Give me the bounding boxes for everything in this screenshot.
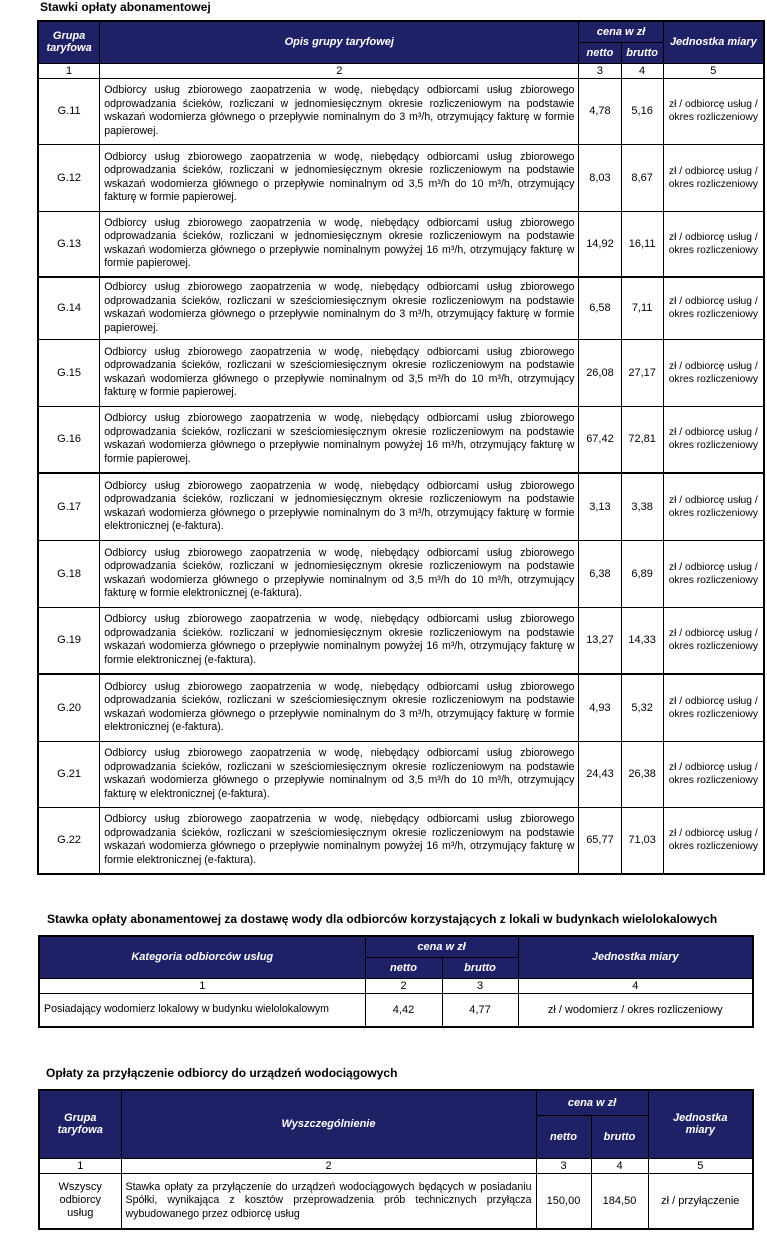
table-row (39, 1173, 753, 1229)
table-row (38, 741, 764, 807)
desc-cell: Odbiorcy usług zbiorowego zaopatrzenia w wodę, niebędący odbiorcami usług zbiorowego odprowadzania ścieków, rozliczani w sześciomiesięcznym okresie rozliczeniowym na podstawie wskazań wodomierza głównego o przepływie nominalnym do 3 m³/h, otrzymujący fakturę w formie papierowej. (100, 277, 579, 339)
table-row (38, 277, 764, 339)
group-cell: G.20 (38, 674, 100, 741)
unit-cell: zł / wodomierz / okres rozliczeniowy (518, 993, 753, 1027)
header-price: cena w zł (579, 21, 663, 42)
header-unit: Jednostka miary (648, 1090, 753, 1158)
netto-cell: 65,77 (579, 807, 621, 874)
group-cell: G.11 (38, 78, 100, 144)
unit-cell: zł / odbiorcę usług / okres rozliczeniowy (663, 607, 764, 674)
brutto-cell: 184,50 (591, 1173, 648, 1229)
group-cell: G.16 (38, 406, 100, 473)
desc-cell: Odbiorcy usług zbiorowego zaopatrzenia w wodę, niebędący odbiorcami usług zbiorowego odprowadzania ścieków. rozliczani w jednomiesięcznym okresie rozliczeniowym na podstawie wskazań wodomierza głównego o przepływie nominalnym powyżej 16 m³/h, otrzymujący fakturę w formie elektronicznej (e-faktura). (100, 607, 579, 674)
unit-cell: zł / przyłączenie (648, 1173, 753, 1229)
brutto-cell: 5,32 (621, 674, 663, 741)
unit-cell: zł / odbiorcę usług / okres rozliczeniowy (663, 277, 764, 339)
index-row (38, 63, 764, 78)
index-cell: 5 (663, 63, 764, 78)
unit-cell: zł / odbiorcę usług / okres rozliczeniowy (663, 211, 764, 277)
header-netto: netto (579, 42, 621, 63)
unit-cell: zł / odbiorcę usług / okres rozliczeniowy (663, 144, 764, 211)
group-cell: G.14 (38, 277, 100, 339)
index-cell: 3 (442, 978, 518, 993)
header-price: cena w zł (365, 936, 518, 957)
desc-cell: Odbiorcy usług zbiorowego zaopatrzenia w wodę, niebędący odbiorcami usług zbiorowego odprowadzania ścieków, rozliczani w sześciomiesięcznym okresie rozliczeniowym na podstawie wskazań wodomierza głównego o przepływie nominalnym od 3,5 m³/h do 10 m³/h, otrzymujący fakturę w elektronicznej (e-faktura). (100, 741, 579, 807)
table-row (38, 540, 764, 607)
section2-title: Stawka opłaty abonamentowej za dostawę wody dla odbiorców korzystających z lokali w budynkach wielolokalowych (47, 912, 718, 926)
unit-cell: zł / odbiorcę usług / okres rozliczeniowy (663, 78, 764, 144)
group-cell: G.21 (38, 741, 100, 807)
unit-cell: zł / odbiorcę usług / okres rozliczeniowy (663, 807, 764, 874)
multi-unit-table (38, 935, 754, 1028)
table-row (38, 144, 764, 211)
index-cell: 2 (121, 1158, 536, 1173)
netto-cell: 8,03 (579, 144, 621, 211)
desc-cell: Odbiorcy usług zbiorowego zaopatrzenia w wodę, niebędący odbiorcami usług zbiorowego odprowadzania ścieków, rozliczani w sześciomiesięcznym okresie rozliczeniowym na podstawie wskazań wodomierza głównego o przepływie nominalnym od 3,5 m³/h do 10 m³/h, otrzymujący fakturę w formie papierowej. (100, 339, 579, 406)
header-netto: netto (365, 957, 442, 978)
group-cell: Wszyscy odbiorcy usług (39, 1173, 121, 1229)
table-row (38, 406, 764, 473)
group-cell: G.12 (38, 144, 100, 211)
group-cell: G.18 (38, 540, 100, 607)
table-row (39, 993, 753, 1027)
netto-cell: 4,93 (579, 674, 621, 741)
desc-cell: Odbiorcy usług zbiorowego zaopatrzenia w wodę, niebędący odbiorcami usług zbiorowego odprowadzania ścieków, rozliczani w sześciomiesięcznym okresie rozliczeniowym na podstawie wskazań wodomierza głównego o przepływie nominalnym powyżej 16 m³/h, otrzymujący fakturę w formie papierowej. (100, 406, 579, 473)
netto-cell: 6,58 (579, 277, 621, 339)
index-cell: 5 (648, 1158, 753, 1173)
table-row (38, 607, 764, 674)
netto-cell: 67,42 (579, 406, 621, 473)
netto-cell: 14,92 (579, 211, 621, 277)
brutto-cell: 5,16 (621, 78, 663, 144)
desc-cell: Stawka opłaty za przyłączenie do urządzeń wodociągowych będących w posiadaniu Spółki, wynikająca z kosztów przeprowadzenia prób technicznych przyłącza wybudowanego przez odbiorcę usług (121, 1173, 536, 1229)
index-cell: 4 (621, 63, 663, 78)
netto-cell: 24,43 (579, 741, 621, 807)
header-desc: Wyszczególnienie (121, 1090, 536, 1158)
netto-cell: 150,00 (536, 1173, 591, 1229)
index-cell: 2 (100, 63, 579, 78)
group-cell: G.19 (38, 607, 100, 674)
desc-cell: Odbiorcy usług zbiorowego zaopatrzenia w wodę, niebędący odbiorcami usług zbiorowego odprowadzania ścieków, rozliczani w jednomiesięcznym okresie rozliczeniowym na podstawie wskazań wodomierza głównego o przepływie nominalnym do 3 m³/h, otrzymujący fakturę w formie elektronicznej (e-faktura). (100, 473, 579, 540)
brutto-cell: 3,38 (621, 473, 663, 540)
table-row (38, 78, 764, 144)
header-brutto: brutto (442, 957, 518, 978)
table-row (38, 211, 764, 277)
desc-cell: Odbiorcy usług zbiorowego zaopatrzenia w wodę, niebędący odbiorcami usług zbiorowego odprowadzania ścieków, rozliczani w sześciomiesięcznym okresie rozliczeniowym na podstawie wskazań wodomierza głównego o przepływie nominalnym do 3 m³/h, otrzymujący fakturę w formie elektronicznej (e-faktura). (100, 674, 579, 741)
index-cell: 3 (536, 1158, 591, 1173)
connection-table (38, 1089, 754, 1230)
brutto-cell: 71,03 (621, 807, 663, 874)
index-row (39, 1158, 753, 1173)
index-cell: 2 (365, 978, 442, 993)
table-row (38, 339, 764, 406)
netto-cell: 4,78 (579, 78, 621, 144)
unit-cell: zł / odbiorcę usług / okres rozliczeniowy (663, 674, 764, 741)
table-row (38, 674, 764, 741)
unit-cell: zł / odbiorcę usług / okres rozliczeniowy (663, 741, 764, 807)
index-cell: 1 (38, 63, 100, 78)
brutto-cell: 8,67 (621, 144, 663, 211)
netto-cell: 6,38 (579, 540, 621, 607)
netto-cell: 13,27 (579, 607, 621, 674)
desc-cell: Odbiorcy usług zbiorowego zaopatrzenia w wodę, niebędący odbiorcami usług zbiorowego odprowadzania ścieków, rozliczani w jednomiesięcznym okresie rozliczeniowym na podstawie wskazań wodomierza głównego o przepływie nominalnym powyżej 16 m³/h, otrzymujący fakturę w formie papierowej. (100, 211, 579, 277)
brutto-cell: 14,33 (621, 607, 663, 674)
unit-cell: zł / odbiorcę usług / okres rozliczeniowy (663, 406, 764, 473)
header-brutto: brutto (591, 1115, 648, 1158)
tariff-table (37, 20, 765, 875)
index-cell: 4 (591, 1158, 648, 1173)
brutto-cell: 27,17 (621, 339, 663, 406)
header-group: Grupa taryfowa (39, 1090, 121, 1158)
group-cell: G.17 (38, 473, 100, 540)
index-cell: 4 (518, 978, 753, 993)
header-desc: Opis grupy taryfowej (100, 21, 579, 63)
category-cell: Posiadający wodomierz lokalowy w budynku wielolokalowym (39, 993, 365, 1027)
desc-cell: Odbiorcy usług zbiorowego zaopatrzenia w wodę, niebędący odbiorcami usług zbiorowego odprowadzania ścieków, rozliczani w sześciomiesięcznym okresie rozliczeniowym na podstawie wskazań wodomierza głównego o przepływie nominalnym powyżej 16 m³/h, otrzymujący fakturę w formie elektronicznej (e-faktura). (100, 807, 579, 874)
section3-title: Opłaty za przyłączenie odbiorcy do urządzeń wodociągowych (46, 1066, 398, 1080)
group-cell: G.22 (38, 807, 100, 874)
brutto-cell: 4,77 (442, 993, 518, 1027)
brutto-cell: 72,81 (621, 406, 663, 473)
desc-cell: Odbiorcy usług zbiorowego zaopatrzenia w wodę, niebędący odbiorcami usług zbiorowego odprowadzania ścieków, rozliczani w jednomiesięcznym okresie rozliczeniowym na podstawie wskazań wodomierza głównego o przepływie nominalnym do 3 m³/h, otrzymujący fakturę w formie papierowej. (100, 78, 579, 144)
desc-cell: Odbiorcy usług zbiorowego zaopatrzenia w wodę, niebędący odbiorcami usług zbiorowego odprowadzania ścieków, rozliczani w jednomiesięcznym okresie rozliczeniowym na podstawie wskazań wodomierza głównego o przepływie nominalnym od 3,5 m³/h do 10 m³/h, otrzymujący fakturę w formie elektronicznej (e-faktura). (100, 540, 579, 607)
group-cell: G.13 (38, 211, 100, 277)
index-cell: 1 (39, 978, 365, 993)
header-price: cena w zł (536, 1090, 648, 1115)
header-brutto: brutto (621, 42, 663, 63)
header-category: Kategoria odbiorców usług (39, 936, 365, 978)
index-cell: 3 (579, 63, 621, 78)
brutto-cell: 26,38 (621, 741, 663, 807)
netto-cell: 4,42 (365, 993, 442, 1027)
table-row (38, 473, 764, 540)
brutto-cell: 6,89 (621, 540, 663, 607)
header-group: Grupa taryfowa (38, 21, 100, 63)
section1-title: Stawki opłaty abonamentowej (40, 0, 211, 14)
unit-cell: zł / odbiorcę usług / okres rozliczeniowy (663, 540, 764, 607)
group-cell: G.15 (38, 339, 100, 406)
index-row (39, 978, 753, 993)
table-row (38, 807, 764, 874)
netto-cell: 3,13 (579, 473, 621, 540)
header-unit: Jednostka miary (518, 936, 753, 978)
brutto-cell: 16,11 (621, 211, 663, 277)
desc-cell: Odbiorcy usług zbiorowego zaopatrzenia w wodę, niebędący odbiorcami usług zbiorowego odprowadzania ścieków, rozliczani w jednomiesięcznym okresie rozliczeniowym na podstawie wskazań wodomierza głównego o przepływie nominalnym od 3,5 m³/h do 10 m³/h, otrzymujący fakturę w formie papierowej. (100, 144, 579, 211)
netto-cell: 26,08 (579, 339, 621, 406)
index-cell: 1 (39, 1158, 121, 1173)
header-netto: netto (536, 1115, 591, 1158)
unit-cell: zł / odbiorcę usług / okres rozliczeniowy (663, 339, 764, 406)
header-unit: Jednostka miary (663, 21, 764, 63)
brutto-cell: 7,11 (621, 277, 663, 339)
unit-cell: zł / odbiorcę usług / okres rozliczeniowy (663, 473, 764, 540)
